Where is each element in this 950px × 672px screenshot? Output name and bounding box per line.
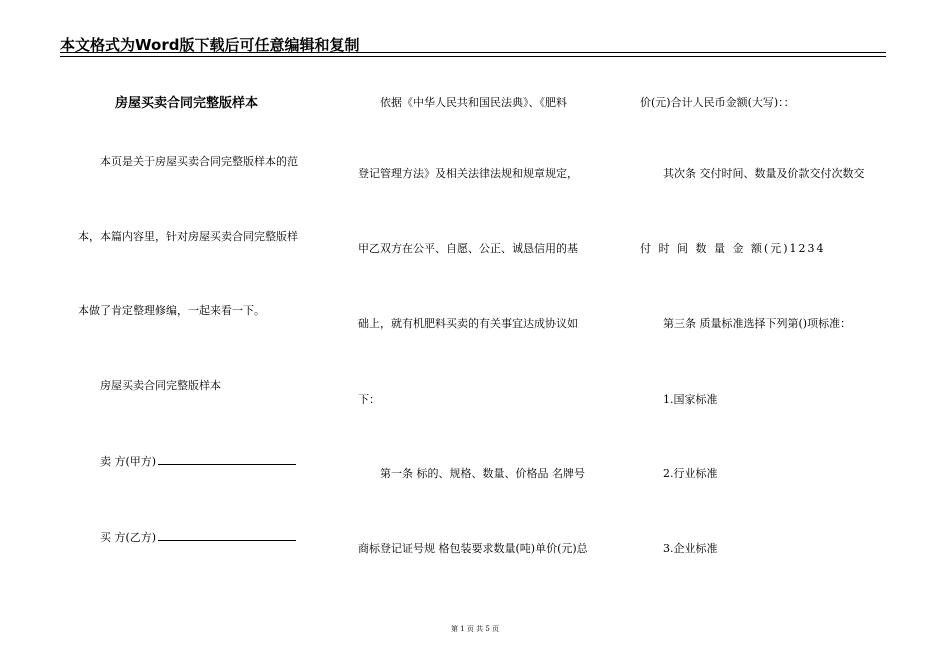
intro-line-1: 本页是关于房屋买卖合同完整版样本的范 bbox=[100, 155, 298, 168]
header-rule-thick bbox=[60, 52, 886, 53]
right-line-5: 1.国家标准 bbox=[663, 393, 718, 406]
page-header: 本文格式为Word版下载后可任意编辑和复制 bbox=[60, 36, 360, 54]
middle-line-6: 第一条 标的、规格、数量、价格品 名牌号 bbox=[380, 467, 585, 480]
right-line-2: 其次条 交付时间、数量及价款交付次数交 bbox=[663, 167, 865, 180]
header-rule-thin bbox=[60, 56, 886, 57]
right-line-7: 3.企业标准 bbox=[663, 542, 718, 555]
middle-line-1: 依据《中华人民共和国民法典》、《肥料 bbox=[380, 96, 567, 109]
right-line-6: 2.行业标准 bbox=[663, 467, 718, 480]
buyer-label: 买 方(乙方) bbox=[100, 531, 157, 544]
middle-line-3: 甲乙双方在公平、自愿、公正、诚恳信用的基 bbox=[358, 242, 578, 255]
middle-line-4: 础上，就有机肥料买卖的有关事宜达成协议如 bbox=[358, 317, 578, 330]
middle-line-2: 登记管理方法》及相关法律法规和规章规定， bbox=[358, 167, 578, 180]
page-footer: 第 1 页 共 5 页 bbox=[450, 625, 500, 633]
intro-line-3: 本做了肯定整理修编，一起来看一下。 bbox=[78, 304, 265, 317]
contract-subtitle: 房屋买卖合同完整版样本 bbox=[100, 379, 221, 392]
middle-line-7: 商标登记证号规 格包装要求数量(吨)单价(元)总 bbox=[358, 542, 588, 555]
intro-line-2: 本，本篇内容里，针对房屋买卖合同完整版样 bbox=[78, 230, 298, 243]
document-title: 房屋买卖合同完整版样本 bbox=[115, 96, 259, 111]
buyer-line bbox=[100, 529, 296, 545]
middle-line-5: 下： bbox=[358, 393, 380, 406]
right-line-3: 付 时 间 数 量 金 额(元)1234 bbox=[640, 242, 826, 255]
seller-line bbox=[100, 453, 296, 469]
seller-label: 卖 方(甲方) bbox=[100, 455, 157, 468]
seller-blank bbox=[158, 453, 296, 465]
right-line-4: 第三条 质量标准选择下列第()项标准： bbox=[663, 317, 852, 330]
buyer-blank bbox=[158, 529, 296, 541]
right-line-1: 价(元)合计人民币金额(大写)：： bbox=[640, 96, 795, 109]
